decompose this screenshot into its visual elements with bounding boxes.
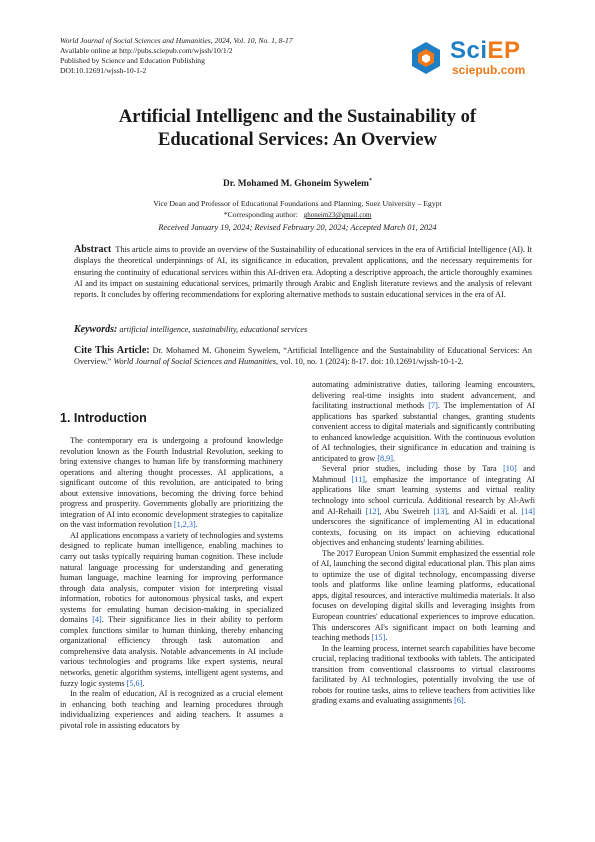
keywords	[74, 324, 532, 335]
citation-link[interactable]: [5,6]	[126, 678, 143, 688]
sciepub-brand-text	[450, 38, 521, 64]
author-name	[60, 178, 535, 189]
text-run: , Abu Sweireh	[379, 506, 434, 516]
citation-link[interactable]: [13]	[433, 506, 448, 516]
affiliation-line: Vice Dean and Professor of Educational Foundations and Planning, Suez University – Egypt	[153, 199, 442, 208]
citation-link[interactable]: [8,9]	[377, 453, 393, 463]
citation-link[interactable]: [12]	[365, 506, 380, 516]
paragraph	[60, 689, 283, 731]
cite-text-2: vol. 10, no. 1 (2024): 8-17. doi: 10.12691/wjssh-10-1-2.	[280, 357, 464, 367]
text-run: In the realm of education, AI is recognized as a crucial element in enhancing both teaching and learning procedures through individualizing experiences and aiding teachers. It assumes a pivotal role in assisting educators by	[60, 689, 283, 730]
text-run: , and Al-Saidi et al.	[447, 506, 522, 516]
paragraph	[312, 644, 535, 707]
paragraph	[60, 531, 283, 689]
author-name-text: Dr. Mohamed M. Ghoneim Sywelem	[223, 179, 369, 190]
text-run: .	[195, 520, 198, 530]
article-title	[60, 106, 535, 152]
text-run: .	[385, 633, 388, 643]
sciepub-site-text: sciepub.com	[452, 63, 526, 77]
text-run: underscores the significance of implementing AI in educational contexts, focusing on its impact on achieving educational objectives and enhancing students' learning abilities.	[312, 517, 535, 548]
citation-link[interactable]: [1,2,3]	[173, 520, 196, 530]
brand-sci: Sci	[450, 37, 488, 64]
abstract	[74, 244, 532, 300]
cite-journal: World Journal of Social Sciences and Humanities,	[113, 357, 279, 367]
text-run: The contemporary era is undergoing a profound knowledge revolution known as the Fourth Industrial Revolution, seeking to bring extensive changes to human life by transforming machinery operations and altering thought processes. AI applications, a significant outcome of this revolution, are anticipated to bring about extensive innovations, becoming the driving force behind progress and prosperity. Governments globally are prioritizing the integration of AI into economic development strategies to capitalize on the vast information revolution	[60, 436, 283, 530]
abstract-label: Abstract	[74, 244, 112, 255]
section-heading-introduction: 1. Introduction	[60, 411, 147, 425]
publisher-line: Published by Science and Education Publishing	[60, 56, 205, 65]
journal-citation-line: World Journal of Social Sciences and Humanities, 2024, Vol. 10, No. 1, 8-17	[60, 36, 293, 45]
paragraph	[312, 549, 535, 644]
keywords-text: artificial intelligence, sustainability, educational services	[119, 325, 308, 334]
text-run: .	[463, 696, 466, 706]
text-run: In the learning process, internet search capabilities have become crucial, replacing traditional textbooks with tablets. The anticipated transition from conventional classrooms to virtual classrooms facilitated by AI technologies, potentially involving the use of robots for routine tasks, aims to relieve teachers from activities like grading exams and evaluating assignments	[312, 643, 535, 706]
citation-link[interactable]: [14]	[521, 506, 536, 516]
corresponding-author-line	[60, 209, 535, 221]
cite-this-article	[74, 345, 532, 368]
article-dates: Received January 19, 2024; Revised February 20, 2024; Accepted March 01, 2024	[158, 223, 437, 232]
affiliation	[60, 198, 535, 221]
left-column	[60, 436, 283, 731]
author-email-link[interactable]: ghoneim23@gmail.com	[303, 211, 372, 219]
author-mark: *	[369, 178, 372, 184]
citation-link[interactable]: [6]	[454, 696, 464, 706]
citation-link[interactable]: [7]	[428, 401, 438, 411]
text-run: .	[392, 453, 395, 463]
doi-line: DOI:10.12691/wjssh-10-1-2	[60, 66, 147, 75]
text-run: The 2017 European Union Summit emphasized the essential role of AI, launching the second digital educational plan. This plan aims to optimize the use of digital technology, encompassing diverse tools and platforms like online learning platforms, educational apps, digital resources, and interactive multimedia materials. It also focuses on developing digital skills and leveraging insights from European countries' educational experiences to improve education. This underscores AI's significant impact on both learning and teaching methods	[312, 548, 535, 643]
citation-link[interactable]: [15]	[371, 633, 386, 643]
text-run: . Their significance lies in their ability to perform complex functions similar to human thinking, thereby enhancing organizational efficiency through task automation and comprehensive data analysis. Notable advancements in AI include various technologies and programs like expert systems, neural networks, genetic algorithm systems, intelligent agent systems, and fuzzy logic systems	[60, 615, 283, 688]
right-column	[312, 380, 535, 707]
text-run: .	[142, 678, 145, 688]
citation-link[interactable]: [10]	[503, 464, 517, 474]
available-online-line: Available online at http://pubs.sciepub.com/wjssh/10/1/2	[60, 46, 233, 55]
cite-text-1: Dr. Mohamed M. Ghoneim Sywelem, “Artificial Intelligence and the Sustainability of Educational Services: An Overview.”	[74, 346, 532, 367]
text-run: and Mahmoud	[312, 464, 535, 484]
citation-link[interactable]: [4]	[92, 615, 102, 625]
keywords-label: Keywords:	[74, 324, 118, 335]
text-run: . The implementation of AI applications has sparked substantial changes, granting students convenient access to digital materials and significantly contributing to enhanced knowledge acquisition. With the continuous evolution of AI technologies, their significance in education and training is anticipated to grow	[312, 401, 535, 463]
title-line-1: Artificial Intelligenc and the Sustainability of	[118, 107, 477, 127]
paragraph	[312, 380, 535, 464]
title-line-2: Educational Services: An Overview	[157, 130, 438, 150]
citation-link[interactable]: [11]	[351, 474, 366, 484]
text-run: Several prior studies, including those by Tara	[322, 464, 504, 474]
sciepub-hex-icon	[408, 40, 444, 76]
sciepub-logo[interactable]	[408, 38, 548, 78]
abstract-text: This article aims to provide an overview of the Sustainability of educational services in the era of Artificial Intelligence (AI). It displays the theoretical underpinnings of AI, its significance in education, prevalent applications, and the necessary requirements for ensuring the continuity of educational services within this AI-driven era. Adopting a descriptive approach, the article thoroughly examines AI and its impact on sustaining educational services, primarily through Arabic and English literature reviews and the analysis of relevant reports. It concludes by offering recommendations for exploring alternative methods to sustain educational services in the era of AI.	[74, 245, 532, 300]
cite-label: Cite This Article:	[74, 345, 150, 356]
paragraph	[60, 436, 283, 531]
corresponding-label: *Corresponding author:	[223, 210, 298, 219]
text-run: automating administrative duties, tailoring learning encounters, delivering real-time insights into student advancement, and facilitating instructional methods	[312, 380, 535, 411]
text-run: AI applications encompass a variety of technologies and systems designed to replicate human intelligence, enabling machines to carry out tasks typically requiring human cognition. These include natural language processing for understanding and generating human language, machine learning for improving performance through data analysis, computer vision for interpreting visual information, robotics for autonomous physical tasks, and expert systems for emulating human decision-making in specialized domains	[60, 530, 283, 625]
paragraph	[312, 464, 535, 548]
text-run: , emphasize the importance of integrating AI applications like smart learning systems and virtual reality technology into school curricula. Additional research by Al-Awfi and Al-Rehaili	[312, 474, 535, 516]
brand-ep: EP	[487, 37, 521, 64]
journal-header	[60, 36, 380, 76]
